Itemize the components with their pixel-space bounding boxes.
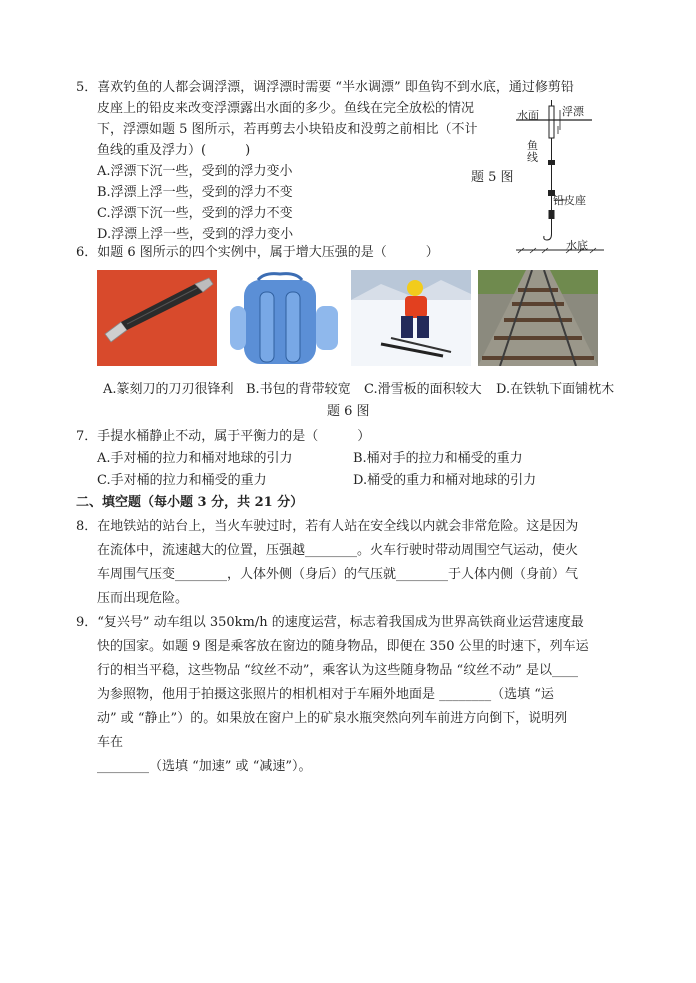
q5-option-d[interactable]: D.浮漂上浮一些，受到的浮力变小 [97, 227, 294, 242]
q6-caption-c[interactable]: C.滑雪板的面积较大 [364, 382, 482, 397]
carving-knife-image [97, 270, 217, 366]
q5-option-b[interactable]: B.浮漂上浮一些，受到的浮力不变 [97, 185, 293, 200]
q7-option-c[interactable]: C.手对桶的拉力和桶受的重力 [97, 473, 267, 488]
q6-caption-d[interactable]: D.在铁轨下面铺枕木 [496, 382, 615, 397]
sinker-label: 铅皮座 [553, 194, 586, 207]
q9-line-7: ________（选填 “加速” 或 “减速”）。 [97, 759, 312, 774]
q8-line-2: 在流体中，流速越大的位置，压强越________。火车行驶时带动周围空气运动，使火 [97, 543, 579, 558]
q5-line-4: 鱼线的重及浮力）( ) [97, 143, 251, 158]
q9-line-2: 快的国家。如题 9 图是乘客放在窗边的随身物品，即便在 350 公里的时速下，列车运 [97, 639, 589, 654]
q5-line-2: 皮座上的铅皮来改变浮漂露出水面的多少。鱼线在完全放松的情况 [97, 101, 475, 116]
backpack-image [224, 270, 344, 366]
q6-caption-a[interactable]: A.篆刻刀的刀刃很锋利 [103, 382, 234, 397]
q8-line-1: 8．在地铁站的站台上，当火车驶过时，若有人站在安全线以内就会非常危险。这是因为 [76, 519, 579, 534]
q7-option-d[interactable]: D.桶受的重力和桶对地球的引力 [353, 473, 537, 488]
q7-option-a[interactable]: A.手对桶的拉力和桶对地球的引力 [97, 451, 293, 466]
skier-image [351, 270, 471, 366]
railway-image [478, 270, 598, 366]
q6-caption-b[interactable]: B.书包的背带较宽 [246, 382, 351, 397]
q7-stem: 7．手提水桶静止不动，属于平衡力的是（ ） [76, 429, 371, 444]
section-heading: 二、填空题（每小题 3 分，共 21 分） [76, 495, 304, 510]
q5-line-1: 5．喜欢钓鱼的人都会调浮漂，调浮漂时需要 “半水调漂” 即鱼钩不到水底，通过修剪铅 [76, 80, 574, 95]
q9-line-4: 为参照物，他用于拍摄这张照片的相机相对于车厢外地面是 ________（选填 “运 [97, 687, 554, 702]
q9-line-6: 车在 [97, 735, 124, 750]
water-bottom-label: 水底 [566, 239, 588, 252]
q8-line-4: 压而出现危险。 [97, 591, 189, 606]
q7-option-b[interactable]: B.桶对手的拉力和桶受的重力 [353, 451, 523, 466]
q8-line-3: 车周围气压变________，人体外侧（身后）的气压就________于人体内侧（身前）气 [97, 567, 579, 582]
float-label: 浮漂 [562, 105, 584, 118]
q6-figure-caption: 题 6 图 [327, 404, 370, 419]
float-diagram [512, 100, 612, 260]
q6-stem: 6．如题 6 图所示的四个实例中，属于增大压强的是（ ） [76, 245, 439, 260]
q9-line-1: 9．“复兴号” 动车组以 350km/h 的速度运营，标志着我国成为世界高铁商业运营速度最 [76, 615, 584, 630]
q5-line-3: 下，浮漂如题 5 图所示，若再剪去小块铅皮和没剪之前相比（不计 [97, 122, 478, 137]
water-surface-label: 水面 [517, 109, 539, 122]
q5-option-c[interactable]: C.浮漂下沉一些，受到的浮力不变 [97, 206, 293, 221]
q9-line-5: 动” 或 “静止”）的。如果放在窗户上的矿泉水瓶突然向列车前进方向倒下，说明列 [97, 711, 568, 726]
q5-figure-caption: 题 5 图 [471, 170, 514, 185]
q5-option-a[interactable]: A.浮漂下沉一些，受到的浮力变小 [97, 164, 293, 179]
q9-line-3: 行的相当平稳，这些物品 “纹丝不动”，乘客认为这些随身物品 “纹丝不动” 是以____ [97, 663, 578, 678]
fishing-line-label: 鱼线 [527, 139, 538, 164]
